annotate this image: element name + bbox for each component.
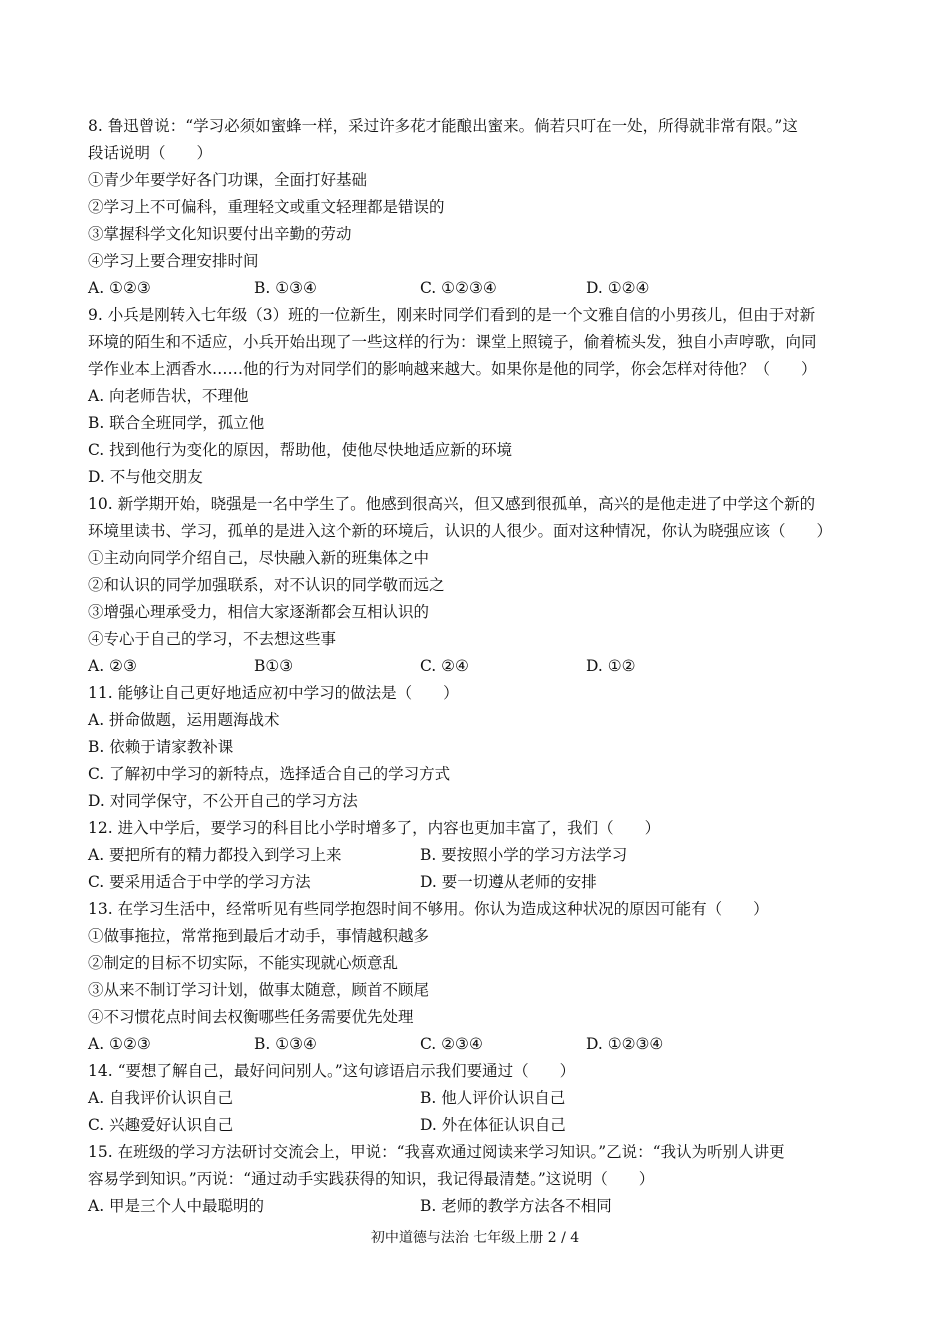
option-d: D. ①②④: [586, 279, 650, 297]
option-c: C. ②④: [420, 657, 469, 675]
option-a: A. 拼命做题，运用题海战术: [88, 711, 280, 729]
answer-options: [88, 653, 868, 680]
statement: ②学习上不可偏科，重理轻文或重文轻理都是错误的: [88, 198, 445, 216]
statement: ①青少年要学好各门功课，全面打好基础: [88, 171, 368, 189]
option-a: A. 自我评价认识自己: [88, 1089, 234, 1107]
question-stem: 13. 在学习生活中，经常听见有些同学抱怨时间不够用。你认为造成这种状况的原因可能有（ ）: [88, 900, 769, 918]
answer-options: [88, 1193, 868, 1220]
question-stem: 段话说明（ ）: [88, 144, 213, 162]
question-stem: 环境里读书、学习，孤单的是进入这个新的环境后，认识的人很少。面对这种情况，你认为晓强应该（ ）: [88, 522, 833, 540]
option-d: D. ①②: [586, 657, 636, 675]
question-stem: 容易学到知识。”丙说：“通过动手实践获得的知识，我记得最清楚。”这说明（ ）: [88, 1170, 655, 1188]
option-b: B. ①③④: [254, 1035, 317, 1053]
option-a: A. ①②③: [88, 279, 151, 297]
statement: ②制定的目标不切实际，不能实现就心烦意乱: [88, 954, 399, 972]
option-c: C. 要采用适合于中学的学习方法: [88, 873, 311, 891]
answer-options: [88, 275, 868, 302]
answer-options: [88, 842, 868, 869]
statement: ①做事拖拉，常常拖到最后才动手，事情越积越多: [88, 927, 430, 945]
answer-options: [88, 1112, 868, 1139]
question-15: [88, 1139, 868, 1220]
option-b: B①③: [254, 657, 294, 675]
option-c: C. 找到他行为变化的原因，帮助他，使他尽快地适应新的环境: [88, 441, 513, 459]
statement: ③从来不制订学习计划，做事太随意，顾首不顾尾: [88, 981, 430, 999]
option-b: B. 要按照小学的学习方法学习: [420, 846, 628, 864]
page-footer: 初中道德与法治 七年级上册 2 / 4: [370, 1230, 580, 1246]
statement: ④专心于自己的学习，不去想这些事: [88, 630, 337, 648]
option-d: D. ①②③④: [586, 1035, 664, 1053]
statement: ③掌握科学文化知识要付出辛勤的劳动: [88, 225, 352, 243]
question-13: [88, 896, 868, 1058]
option-d: D. 外在体征认识自己: [420, 1116, 566, 1134]
question-list: [88, 113, 868, 1220]
question-stem: 15. 在班级的学习方法研讨交流会上，甲说：“我喜欢通过阅读来学习知识。”乙说：“我认为听别人讲更: [88, 1143, 785, 1161]
option-b: B. 联合全班同学，孤立他: [88, 414, 265, 432]
option-c: C. 了解初中学习的新特点，选择适合自己的学习方式: [88, 765, 451, 783]
statement: ①主动向同学介绍自己，尽快融入新的班集体之中: [88, 549, 430, 567]
option-d: D. 要一切遵从老师的安排: [420, 873, 597, 891]
statement: ④学习上要合理安排时间: [88, 252, 259, 270]
statement: ②和认识的同学加强联系，对不认识的同学敬而远之: [88, 576, 445, 594]
question-12: [88, 815, 868, 896]
option-a: A. 要把所有的精力都投入到学习上来: [88, 846, 342, 864]
question-stem: 9. 小兵是刚转入七年级（3）班的一位新生，刚来时同学们看到的是一个文雅自信的小男孩儿，但由于对新: [88, 306, 816, 324]
option-d: D. 不与他交朋友: [88, 468, 203, 486]
question-stem: 环境的陌生和不适应，小兵开始出现了一些这样的行为：课堂上照镜子，偷着梳头发，独自小声哼歌，向同: [88, 333, 817, 351]
statement: ④不习惯花点时间去权衡哪些任务需要优先处理: [88, 1008, 414, 1026]
question-14: [88, 1058, 868, 1139]
option-c: C. 兴趣爱好认识自己: [88, 1116, 234, 1134]
answer-options: [88, 1085, 868, 1112]
option-d: D. 对同学保守，不公开自己的学习方法: [88, 792, 358, 810]
option-a: A. 甲是三个人中最聪明的: [88, 1197, 265, 1215]
statement: ③增强心理承受力，相信大家逐渐都会互相认识的: [88, 603, 430, 621]
option-a: A. ②③: [88, 657, 137, 675]
question-stem: 10. 新学期开始，晓强是一名中学生了。他感到很高兴，但又感到很孤单，高兴的是他走进了中学这个新的: [88, 495, 816, 513]
question-stem: 12. 进入中学后，要学习的科目比小学时增多了，内容也更加丰富了，我们（ ）: [88, 819, 661, 837]
question-8: [88, 113, 868, 302]
question-stem: 8. 鲁迅曾说：“学习必须如蜜蜂一样，采过许多花才能酿出蜜来。倘若只叮在一处，所得就非常有限。”这: [88, 117, 798, 135]
question-stem: 学作业本上洒香水……他的行为对同学们的影响越来越大。如果你是他的同学，你会怎样对待他？（ ）: [88, 360, 817, 378]
answer-options: [88, 1031, 868, 1058]
option-b: B. 依赖于请家教补课: [88, 738, 234, 756]
option-c: C. ②③④: [420, 1035, 483, 1053]
question-11: [88, 680, 868, 815]
option-b: B. 老师的教学方法各不相同: [420, 1197, 612, 1215]
option-b: B. ①③④: [254, 279, 317, 297]
option-b: B. 他人评价认识自己: [420, 1089, 566, 1107]
option-a: A. ①②③: [88, 1035, 151, 1053]
question-stem: 11. 能够让自己更好地适应初中学习的做法是（ ）: [88, 684, 459, 702]
question-9: [88, 302, 868, 491]
question-10: [88, 491, 868, 680]
option-c: C. ①②③④: [420, 279, 497, 297]
answer-options: [88, 869, 868, 896]
question-stem: 14. “要想了解自己，最好问问别人。”这句谚语启示我们要通过（ ）: [88, 1062, 576, 1080]
option-a: A. 向老师告状，不理他: [88, 387, 249, 405]
